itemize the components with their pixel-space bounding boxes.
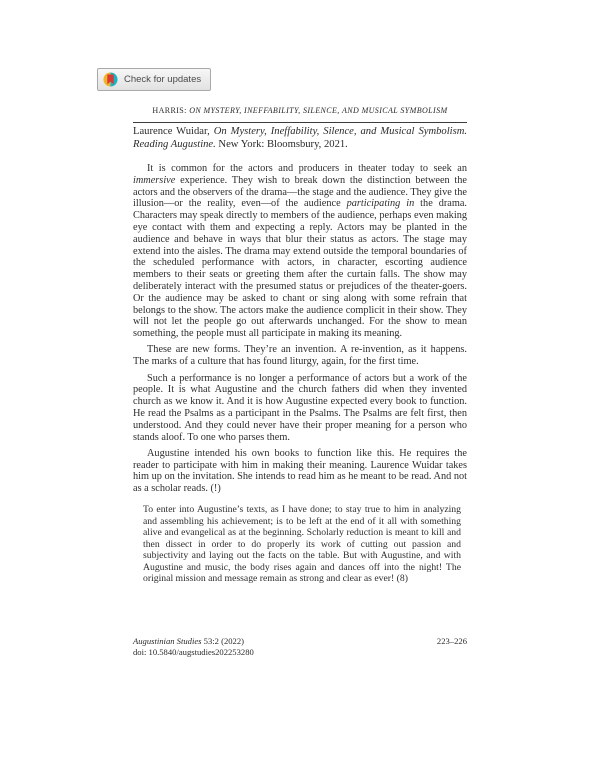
paragraph: Such a performance is no longer a performance of actors but a work of the people. It is what Augustine and the church fathers did when they invented church as we know it. And it is how Augustine expected every book to function. He read the Psalms as a participant in the Psalms. The Psalms are felt first, then understood. And they could never have their proper meaning for a person who stands aloof. To one who parses them. bbox=[133, 372, 467, 443]
page-footer bbox=[133, 636, 467, 658]
check-for-updates-label: Check for updates bbox=[124, 74, 202, 85]
journal-name: Augustinian Studies bbox=[133, 636, 202, 646]
check-for-updates-button[interactable] bbox=[97, 68, 211, 91]
doi-line: doi: 10.5840/augstudies202253280 bbox=[133, 647, 254, 657]
running-head bbox=[133, 100, 467, 123]
journal-line bbox=[133, 636, 467, 647]
paragraph: These are new forms. They’re an invention. A re-invention, as it happens. The marks of a culture that has found liturgy, again, for the first time. bbox=[133, 344, 467, 368]
paragraph: Augustine intended his own books to function like this. He requires the reader to participate with him in making their meaning. Laurence Wuidar takes him up on the invitation. She intends to read him as he meant to be read. And not as a scholar reads. (!) bbox=[133, 447, 467, 495]
running-head-author: HARRIS: bbox=[152, 106, 190, 115]
paragraph: It is common for the actors and producers in theater today to seek an immersive experience. They wish to break down the distinction between the actors and the observers of the drama—the stage and the audience. They give the illusion—or the reality, even—of the audience participating in the drama. Characters may speak directly to members of the audience, perhaps even making eye contact with them and expecting a reply. Actors may be planted in the audience and behave in ways that blur their status as actors. The stage may extend into the aisles. The drama may extend outside the temporal boundaries of the scheduled performance with actors, in character, escorting audience members to their seats or greeting them after the curtain falls. The show may deliberately interact with the presumed status or prejudices of the theater-goers. Or the audience may be asked to chant or sing along with some refrain that belongs to the show. The actors make the audience complicit in their show. They will not let the people go out afterwards unchanged. For the show to mean something, the people must all participate in making its meaning. bbox=[133, 163, 467, 340]
block-quote: To enter into Augustine’s texts, as I have done; to stay true to him in analyzing and assembling his achievement; is to be left at the end of it all with something alive and evangelical as at the beginning. Scholarly reduction is meant to kill and then dissect in order to do properly its work of cutting out passion and subjectivity and laying out the facts on the table. But with Augustine, and with Augustine and music, the body rises again and dances off into the night! The original mission and message remain as strong and clear as ever! (8) bbox=[143, 504, 461, 585]
body-paragraphs bbox=[133, 163, 467, 585]
journal-issue: 53:2 (2022) bbox=[201, 636, 245, 646]
citation-title: On Mystery, Ineffability, Silence, and Musical Symbolism. Reading Augustine. bbox=[133, 126, 468, 150]
citation-author: Laurence Wuidar, bbox=[133, 126, 214, 137]
page-range: 223–226 bbox=[436, 636, 467, 646]
citation-publication: New York: Bloomsbury, 2021. bbox=[215, 138, 348, 150]
book-citation bbox=[133, 126, 467, 151]
crossmark-logo-icon bbox=[103, 72, 118, 87]
running-head-title: ON MYSTERY, INEFFABILITY, SILENCE, AND MUSICAL SYMBOLISM bbox=[189, 106, 448, 115]
